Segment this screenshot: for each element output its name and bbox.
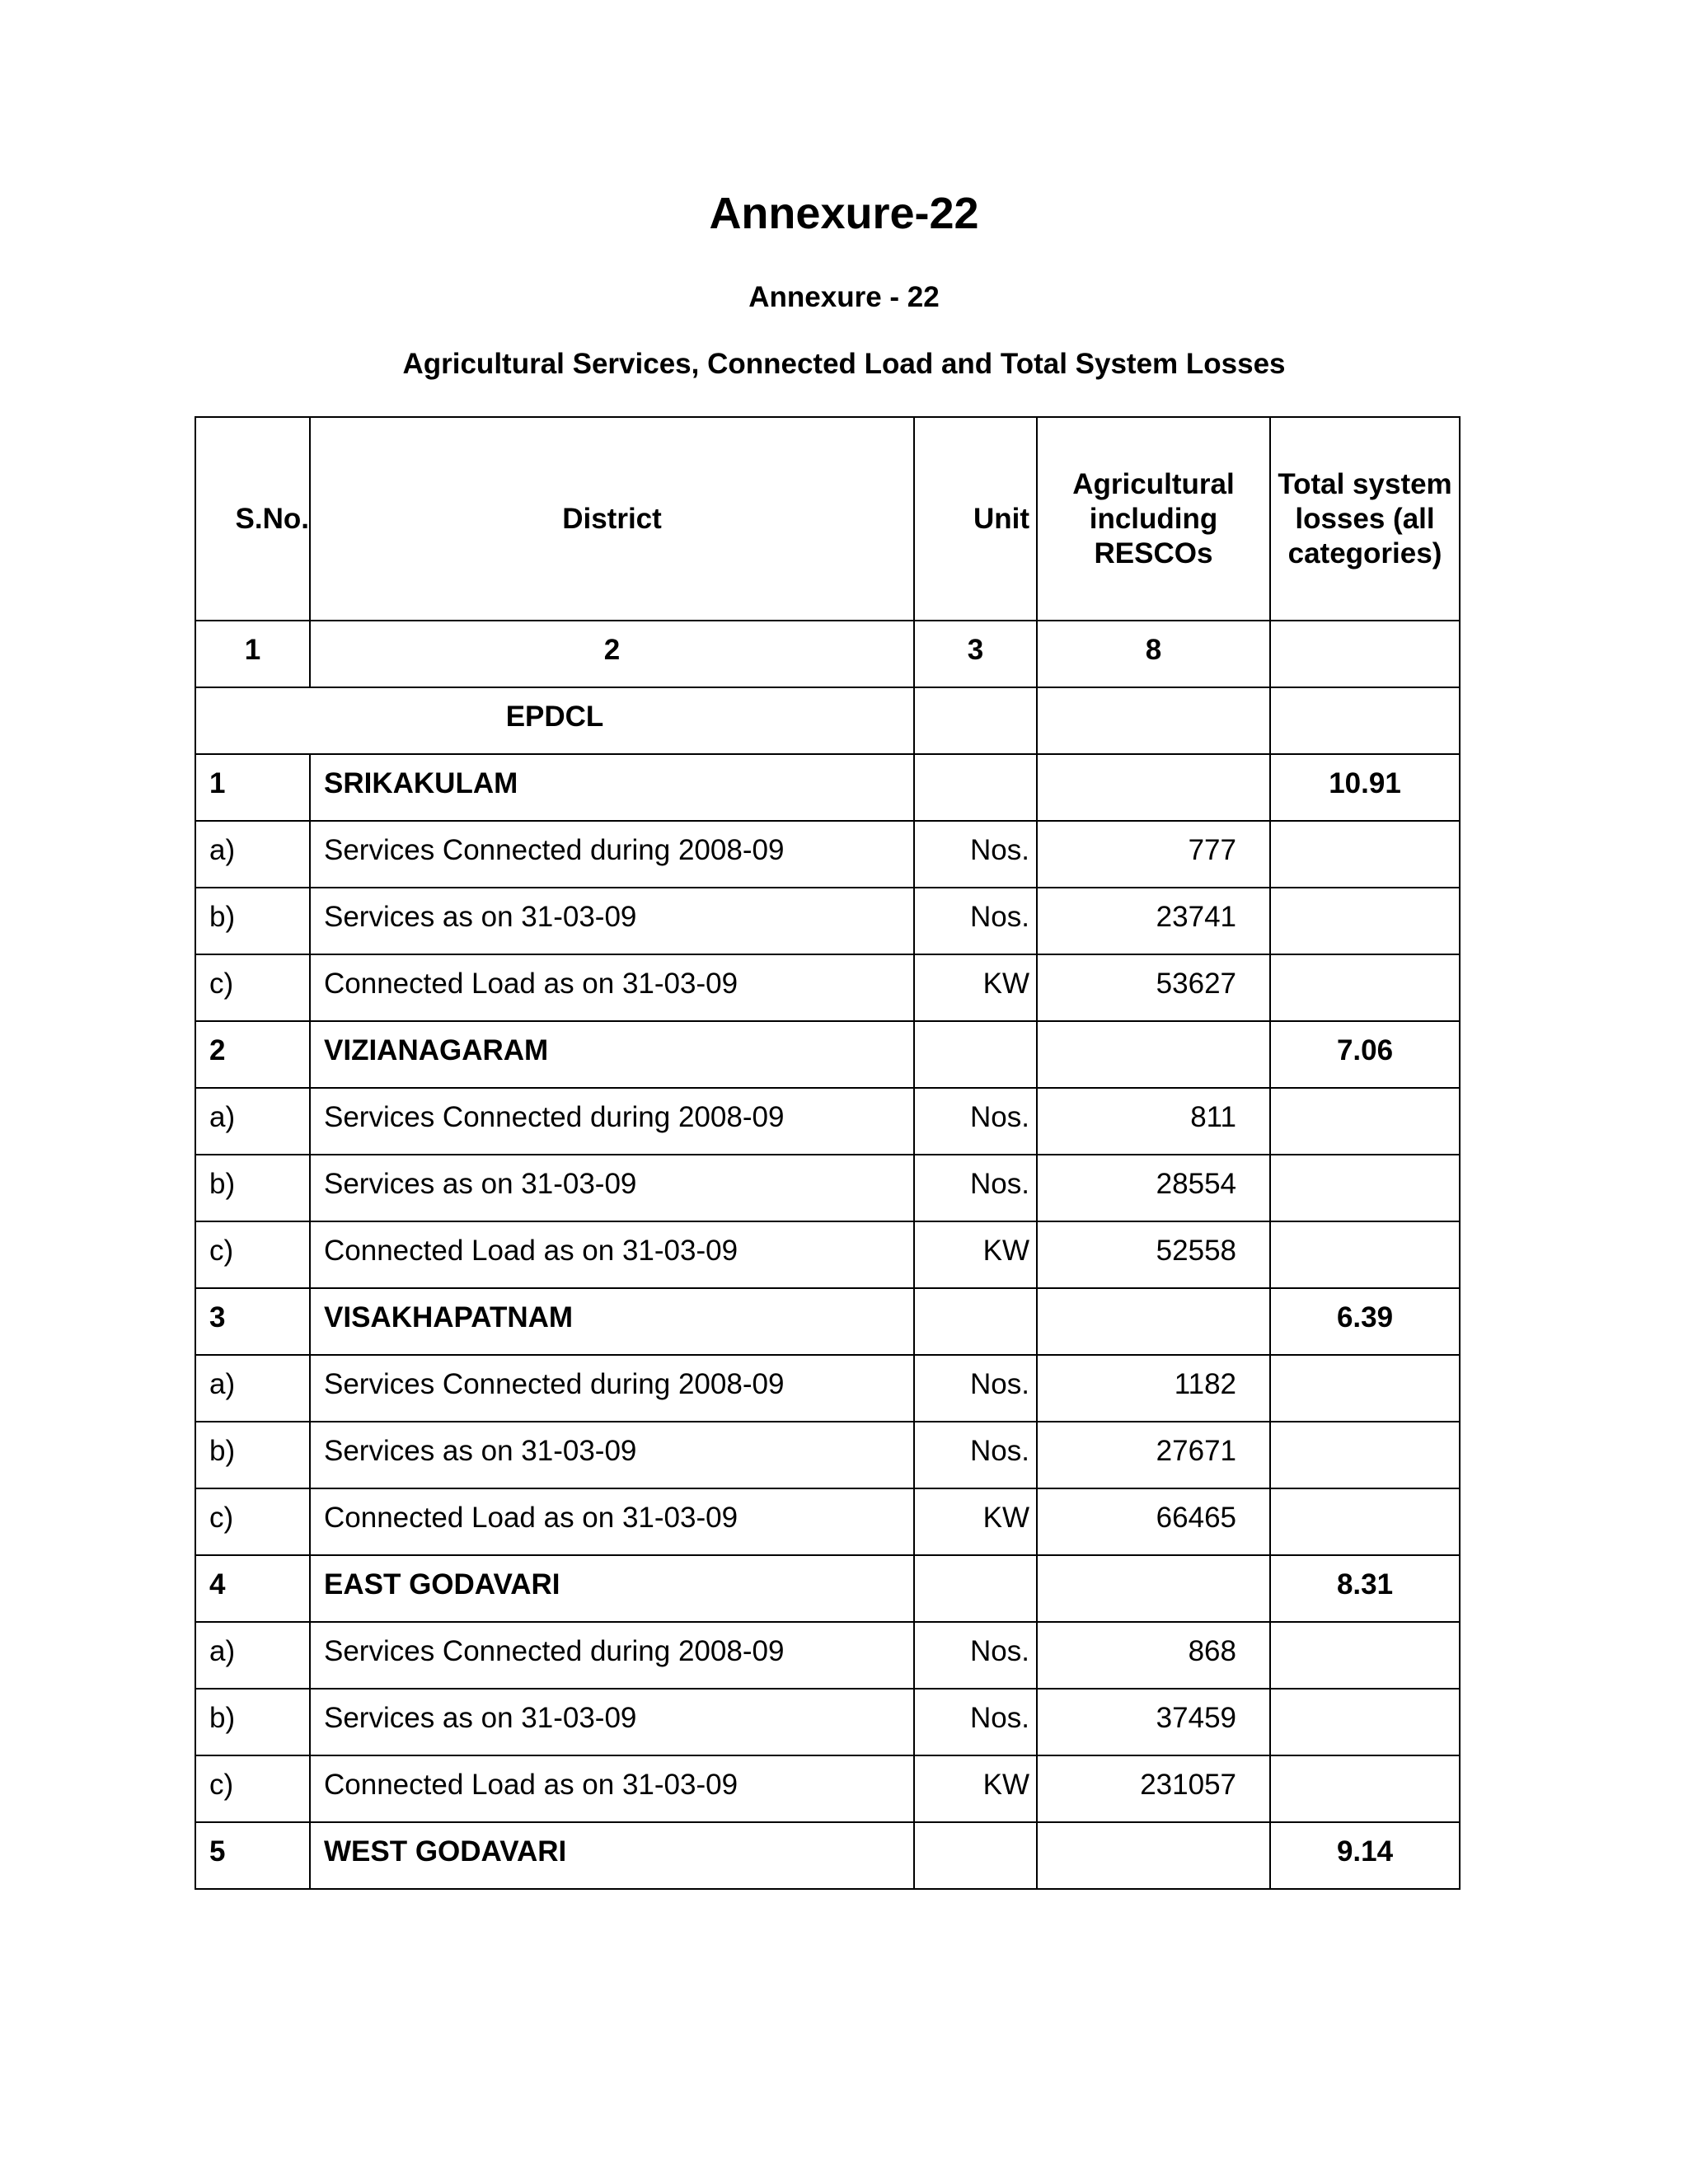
detail-label: c) — [195, 1221, 310, 1288]
district-agri-cell — [1037, 1555, 1270, 1622]
detail-description: Services as on 31-03-09 — [310, 1422, 914, 1488]
colnum-sno: 1 — [195, 621, 310, 687]
detail-losses-cell — [1270, 1488, 1460, 1555]
detail-row — [195, 1755, 1460, 1822]
detail-row — [195, 821, 1460, 888]
district-unit-cell — [914, 754, 1037, 821]
district-unit-cell — [914, 1822, 1037, 1889]
detail-losses-cell — [1270, 888, 1460, 954]
colnum-agricultural: 8 — [1037, 621, 1270, 687]
detail-unit: KW — [914, 954, 1037, 1021]
annexure-subtitle: Annexure - 22 — [748, 281, 940, 313]
detail-value: 66465 — [1037, 1488, 1270, 1555]
detail-row — [195, 1622, 1460, 1689]
detail-value: 37459 — [1037, 1689, 1270, 1755]
section-row — [195, 687, 1460, 754]
detail-value: 868 — [1037, 1622, 1270, 1689]
detail-losses-cell — [1270, 954, 1460, 1021]
detail-losses-cell — [1270, 1355, 1460, 1422]
detail-row — [195, 1355, 1460, 1422]
detail-description: Services Connected during 2008-09 — [310, 1355, 914, 1422]
detail-unit: KW — [914, 1221, 1037, 1288]
header-unit: Unit — [914, 417, 1037, 621]
detail-unit: KW — [914, 1755, 1037, 1822]
detail-description: Connected Load as on 31-03-09 — [310, 1755, 914, 1822]
detail-label: b) — [195, 888, 310, 954]
detail-description: Services Connected during 2008-09 — [310, 821, 914, 888]
detail-losses-cell — [1270, 1422, 1460, 1488]
column-number-row — [195, 621, 1460, 687]
district-agri-cell — [1037, 1288, 1270, 1355]
detail-description: Connected Load as on 31-03-09 — [310, 1221, 914, 1288]
district-agri-cell — [1037, 754, 1270, 821]
detail-value: 231057 — [1037, 1755, 1270, 1822]
detail-description: Services Connected during 2008-09 — [310, 1622, 914, 1689]
detail-label: b) — [195, 1155, 310, 1221]
detail-losses-cell — [1270, 1221, 1460, 1288]
colnum-unit: 3 — [914, 621, 1037, 687]
detail-row — [195, 888, 1460, 954]
district-name: VIZIANAGARAM — [310, 1021, 914, 1088]
detail-description: Services as on 31-03-09 — [310, 1155, 914, 1221]
section-agri-cell — [1037, 687, 1270, 754]
district-total-losses: 6.39 — [1270, 1288, 1460, 1355]
district-sno: 3 — [195, 1288, 310, 1355]
detail-losses-cell — [1270, 1689, 1460, 1755]
detail-unit: Nos. — [914, 1689, 1037, 1755]
detail-label: a) — [195, 1355, 310, 1422]
district-sno: 5 — [195, 1822, 310, 1889]
detail-description: Services as on 31-03-09 — [310, 1689, 914, 1755]
detail-description: Connected Load as on 31-03-09 — [310, 1488, 914, 1555]
district-unit-cell — [914, 1288, 1037, 1355]
detail-label: c) — [195, 1488, 310, 1555]
detail-description: Connected Load as on 31-03-09 — [310, 954, 914, 1021]
detail-row — [195, 1689, 1460, 1755]
detail-value: 28554 — [1037, 1155, 1270, 1221]
detail-row — [195, 954, 1460, 1021]
district-sno: 2 — [195, 1021, 310, 1088]
page-title: Annexure-22 — [709, 189, 979, 238]
section-losses-cell — [1270, 687, 1460, 754]
detail-label: b) — [195, 1689, 310, 1755]
district-total-losses: 9.14 — [1270, 1822, 1460, 1889]
section-label: EPDCL — [195, 687, 914, 754]
annexure-table — [195, 416, 1461, 1890]
detail-value: 1182 — [1037, 1355, 1270, 1422]
detail-losses-cell — [1270, 1155, 1460, 1221]
district-agri-cell — [1037, 1822, 1270, 1889]
header-district: District — [310, 417, 914, 621]
detail-unit: KW — [914, 1488, 1037, 1555]
detail-label: a) — [195, 1088, 310, 1155]
header-total-losses: Total system losses (all categories) — [1270, 417, 1460, 621]
detail-row — [195, 1488, 1460, 1555]
detail-row — [195, 1155, 1460, 1221]
detail-losses-cell — [1270, 1755, 1460, 1822]
detail-description: Services as on 31-03-09 — [310, 888, 914, 954]
detail-label: a) — [195, 1622, 310, 1689]
district-name: SRIKAKULAM — [310, 754, 914, 821]
detail-unit: Nos. — [914, 1622, 1037, 1689]
district-name: EAST GODAVARI — [310, 1555, 914, 1622]
district-sno: 1 — [195, 754, 310, 821]
detail-value: 777 — [1037, 821, 1270, 888]
detail-unit: Nos. — [914, 821, 1037, 888]
district-unit-cell — [914, 1555, 1037, 1622]
detail-row — [195, 1422, 1460, 1488]
detail-label: a) — [195, 821, 310, 888]
district-row — [195, 1021, 1460, 1088]
district-name: WEST GODAVARI — [310, 1822, 914, 1889]
detail-losses-cell — [1270, 1088, 1460, 1155]
district-unit-cell — [914, 1021, 1037, 1088]
district-row — [195, 1555, 1460, 1622]
table-caption: Agricultural Services, Connected Load and Total System Losses — [402, 348, 1286, 380]
detail-value: 27671 — [1037, 1422, 1270, 1488]
header-sno: S.No. — [195, 417, 310, 621]
detail-value: 52558 — [1037, 1221, 1270, 1288]
detail-value: 53627 — [1037, 954, 1270, 1021]
district-total-losses: 8.31 — [1270, 1555, 1460, 1622]
detail-value: 811 — [1037, 1088, 1270, 1155]
detail-unit: Nos. — [914, 1088, 1037, 1155]
detail-unit: Nos. — [914, 888, 1037, 954]
district-total-losses: 7.06 — [1270, 1021, 1460, 1088]
header-agricultural: Agricultural including RESCOs — [1037, 417, 1270, 621]
detail-row — [195, 1221, 1460, 1288]
colnum-losses — [1270, 621, 1460, 687]
header-row — [195, 417, 1460, 621]
district-row — [195, 754, 1460, 821]
district-row — [195, 1822, 1460, 1889]
detail-unit: Nos. — [914, 1355, 1037, 1422]
detail-losses-cell — [1270, 1622, 1460, 1689]
district-agri-cell — [1037, 1021, 1270, 1088]
detail-unit: Nos. — [914, 1422, 1037, 1488]
detail-value: 23741 — [1037, 888, 1270, 954]
detail-label: b) — [195, 1422, 310, 1488]
section-unit-cell — [914, 687, 1037, 754]
detail-description: Services Connected during 2008-09 — [310, 1088, 914, 1155]
colnum-district: 2 — [310, 621, 914, 687]
detail-unit: Nos. — [914, 1155, 1037, 1221]
detail-row — [195, 1088, 1460, 1155]
district-row — [195, 1288, 1460, 1355]
district-name: VISAKHAPATNAM — [310, 1288, 914, 1355]
detail-losses-cell — [1270, 821, 1460, 888]
detail-label: c) — [195, 954, 310, 1021]
detail-label: c) — [195, 1755, 310, 1822]
district-total-losses: 10.91 — [1270, 754, 1460, 821]
district-sno: 4 — [195, 1555, 310, 1622]
